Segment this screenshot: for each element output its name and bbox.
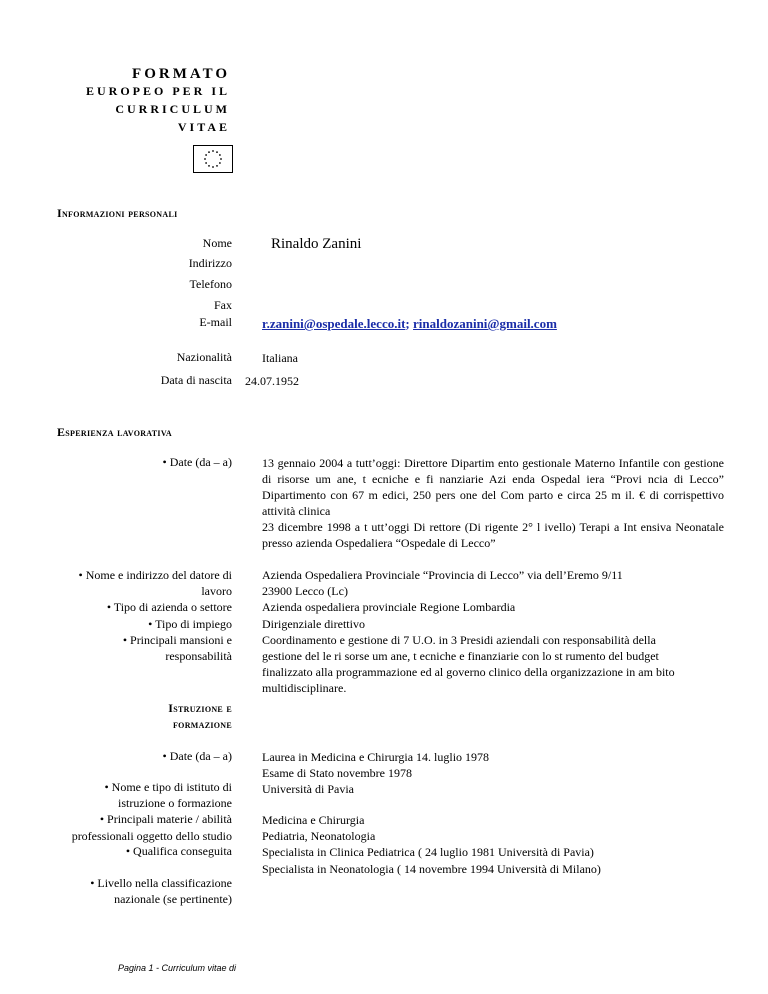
work-date-paragraph-1: 13 gennaio 2004 a tutt’oggi: Direttore Dipartim ento gestionale Materno Infantile con gestione di risorse um ane, t ecniche e fi nanziarie Azi enda Ospedal iera “Provi ncia di Lecco” Dipartimento con 67 m edici, 250 pers one del Com parto e circa 25 m il. € di corrispettivo attività clinica bbox=[262, 456, 724, 518]
work-detail-line: gestione del le ri sorse um ane, t ecniche e finanziarie con lo st rumento del budget bbox=[262, 649, 659, 664]
title-line-1: FORMATO bbox=[132, 66, 230, 82]
label-nome: Nome bbox=[202, 236, 232, 250]
edu-subject-lines bbox=[262, 812, 601, 877]
label-nazionalita: Nazionalità bbox=[176, 350, 232, 364]
edu-date-lines bbox=[262, 749, 489, 798]
label-istituto: • Nome e tipo di istituto di bbox=[104, 780, 232, 794]
label-tipo-impiego: • Tipo di impiego bbox=[148, 616, 232, 631]
title-line-2: EUROPEO PER IL bbox=[85, 84, 230, 98]
label-datore-2: lavoro bbox=[201, 584, 232, 599]
work-detail-line: multidisciplinare. bbox=[262, 681, 347, 696]
work-detail-line: Azienda Ospedaliera Provinciale “Provincia di Lecco” via dell’Eremo 9/11 bbox=[262, 568, 623, 582]
value-nazionalita: Italiana bbox=[262, 351, 298, 365]
label-mansioni-2: responsabilità bbox=[165, 649, 232, 664]
section-education-title-1: Istruzione e bbox=[168, 701, 232, 715]
edu-subject-line: Medicina e Chirurgia bbox=[262, 813, 365, 827]
page-footer: Pagina 1 - Curriculum vitae di bbox=[118, 963, 237, 973]
work-labels bbox=[79, 567, 232, 664]
work-detail-line: Coordinamento e gestione di 7 U.O. in 3 Presidi aziendali con responsabilità della bbox=[262, 632, 656, 647]
value-nascita: 24.07.1952 bbox=[245, 374, 299, 388]
section-work-title: Esperienza lavorativa bbox=[57, 425, 172, 439]
section-education-title-2: formazione bbox=[173, 717, 232, 731]
edu-subject-line: Specialista in Neonatologia ( 14 novembre 1994 Università di Milano) bbox=[262, 861, 601, 876]
section-personal-title: Informazioni personali bbox=[57, 206, 178, 220]
email-separator: ; bbox=[405, 316, 413, 331]
label-nascita: Data di nascita bbox=[160, 373, 232, 387]
edu-subject-line: Pediatria, Neonatologia bbox=[262, 829, 376, 844]
work-details bbox=[262, 567, 675, 697]
email-values bbox=[262, 316, 557, 332]
edu-date-line: Università di Pavia bbox=[262, 782, 354, 797]
edu-date-line: Esame di Stato novembre 1978 bbox=[262, 766, 412, 781]
label-mansioni: • Principali mansioni e bbox=[122, 632, 232, 647]
label-qualifica: • Qualifica conseguita bbox=[125, 844, 232, 858]
edu-livello-labels bbox=[90, 875, 232, 907]
label-indirizzo: Indirizzo bbox=[188, 256, 232, 270]
label-livello-2: nazionale (se pertinente) bbox=[114, 892, 232, 907]
value-nome: Rinaldo Zanini bbox=[271, 236, 362, 252]
title-line-3: CURRICULUM bbox=[115, 102, 230, 116]
work-date-paragraph-2: 23 dicembre 1998 a t utt’oggi Di rettore (Di rigente 2° l ivello) Terapi a Int ensiva Neonatale presso azienda Ospedaliera “Ospedale di Lecco” bbox=[262, 520, 724, 550]
label-datore: • Nome e indirizzo del datore di bbox=[78, 568, 232, 582]
work-detail-line: Dirigenziale direttivo bbox=[262, 616, 365, 631]
label-work-date: • Date (da – a) bbox=[162, 455, 232, 469]
work-detail-line: finalizzato alla programmazione ed al governo clinico della organizzazione in am bito bbox=[262, 665, 675, 680]
edu-date-line: Laurea in Medicina e Chirurgia 14. luglio 1978 bbox=[262, 750, 490, 764]
work-detail-line: Azienda ospedaliera provinciale Regione Lombardia bbox=[262, 600, 516, 615]
label-tipo-azienda: • Tipo di azienda o settore bbox=[106, 600, 232, 615]
email-link-2[interactable]: rinaldozanini@gmail.com bbox=[413, 316, 557, 331]
label-telefono: Telefono bbox=[189, 277, 232, 291]
work-detail-line: 23900 Lecco (Lc) bbox=[262, 584, 348, 599]
label-istituto-2: istruzione o formazione bbox=[118, 796, 232, 811]
label-materie-2: professionali oggetto dello studio bbox=[71, 828, 232, 843]
label-livello: • Livello nella classificazione bbox=[90, 876, 232, 890]
edu-labels bbox=[72, 779, 232, 844]
edu-subject-line: Specialista in Clinica Pediatrica ( 24 luglio 1981 Università di Pavia) bbox=[262, 845, 594, 860]
eu-flag-icon bbox=[193, 145, 233, 173]
title-line-4: VITAE bbox=[177, 120, 230, 134]
label-materie: • Principali materie / abilità bbox=[99, 812, 232, 827]
label-fax: Fax bbox=[214, 298, 232, 312]
label-email: E-mail bbox=[199, 315, 232, 329]
email-link-1[interactable]: r.zanini@ospedale.lecco.it bbox=[262, 316, 406, 331]
label-edu-date: • Date (da – a) bbox=[162, 749, 232, 763]
